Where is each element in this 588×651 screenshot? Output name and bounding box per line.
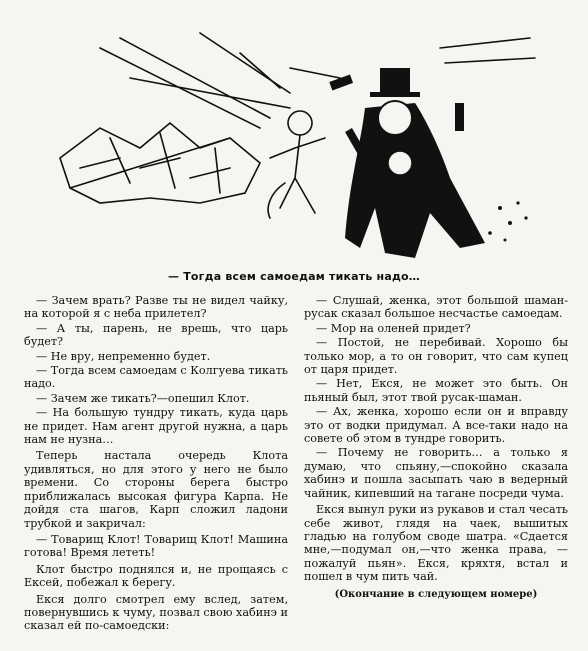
paragraph: — Нет, Екся, не может это быть. Он пьяный был, этот твой русак-шаман. xyxy=(304,377,568,404)
paragraph: Клот быстро поднялся и, не прощаясь с Ексей, побежал к берегу. xyxy=(24,562,288,590)
paragraph: — Зачем же тикать?—опешил Клот. xyxy=(36,391,250,405)
illustration-drawing xyxy=(30,8,560,270)
illustration xyxy=(30,8,560,270)
paragraph: — А ты, парень, не врешь, что царь будет? xyxy=(24,321,288,349)
right-column xyxy=(304,294,568,602)
paragraph: — Постой, не перебивай. Хорошо бы только мор, а то он говорит, что сам купец от царя придет. xyxy=(304,336,568,377)
paragraph: — Почему не говорить… а только я думаю, что спьяну,—спокойно сказала хабинэ и пошла засыпать чаю в ведерный чайник, кипевший на тагане посреди чума. xyxy=(304,446,568,500)
paragraph: — Слушай, женка, этот большой шаман-русак сказал большое несчастье самоедам. xyxy=(304,294,568,321)
paragraph: — Товарищ Клот! Товарищ Клот! Машина готова! Время лететь! xyxy=(24,532,288,560)
continuation-note: (Окончание в следующем номере) xyxy=(334,588,538,600)
paragraph: — Ах, женка, хорошо если он и вправду это от водки придумал. А все-таки надо на совете об этом в тундре говорить. xyxy=(304,405,568,446)
paragraph: Теперь настала очередь Клота удивляться, но для этого у него не было времени. Со стороны берега быстро приближалась высокая фигура Карпа. Не дойдя ста шагов, Карп сложил ладони трубкой и закричал: xyxy=(24,449,288,530)
paragraph: — Не вру, непременно будет. xyxy=(36,349,211,363)
left-column xyxy=(24,294,288,634)
illustration-caption: — Тогда всем самоедам тикать надо… xyxy=(167,270,420,283)
paragraph: — Зачем врать? Разве ты не видел чайку, на которой я с неба прилетел? xyxy=(24,294,288,321)
paragraph: Екся долго смотрел ему вслед, затем, повернувшись к чуму, позвал свою хабинэ и сказал ей по-самоедски: xyxy=(24,592,288,633)
paragraph: — Тогда всем самоедам с Колгуева тикать надо. xyxy=(24,364,288,391)
paragraph: — На большую тундру тикать, куда царь не придет. Нам агент другой нужна, а царь нам не нузна… xyxy=(24,406,288,447)
paragraph: — Мор на оленей придет? xyxy=(316,321,471,335)
paragraph: Екся вынул руки из рукавов и стал чесать себе живот, глядя на чаек, вышитых гладью на голубом своде шатра. «Сдается мне,—подумал он,—что женка права, — пожалуй пьян». Екся, кряхтя, встал и пошел в чум пить чай. xyxy=(304,503,568,584)
